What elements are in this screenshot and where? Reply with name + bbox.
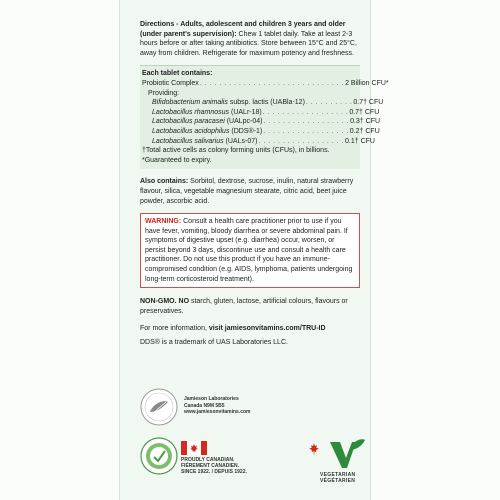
address-line-company: Jamieson Laboratories	[184, 396, 239, 402]
canadian-since: SINCE 1922. / DEPUIS 1922.	[181, 469, 247, 475]
info-paragraph	[140, 324, 360, 334]
complex-row	[142, 79, 389, 89]
footnote-expiry: *Guaranteed to expiry.	[142, 156, 212, 164]
maple-leaf-icon	[308, 443, 320, 455]
warning-box	[140, 213, 360, 288]
canadian-line-en: PROUDLY CANADIAN.	[181, 457, 235, 463]
strain-code: subsp. lactis (UABla-12)	[227, 99, 305, 107]
vegetarian-text	[320, 472, 355, 484]
proudly-canadian-text	[181, 457, 247, 475]
vegetarian-label-fr: VÉGÉTARIEN	[320, 478, 356, 484]
strain-value: 0.7† CFU	[353, 99, 384, 107]
non-gmo-label: NON-GMO.	[140, 298, 177, 306]
strain-row	[142, 137, 375, 147]
strain-row	[142, 127, 380, 137]
also-contains-label: Also contains:	[140, 178, 189, 186]
leader-dots: . . . . . . . . . .	[305, 99, 353, 107]
leader-dots: . . . . . . . . . . . . . . . . . .	[258, 137, 345, 145]
company-address	[184, 396, 251, 416]
strain-name: Lactobacillus acidophilus	[152, 127, 230, 135]
directions-paragraph	[140, 20, 360, 58]
strain-value: 0.3† CFU	[350, 118, 381, 126]
strain-name: Lactobacillus paracasei	[152, 118, 225, 126]
vegetarian-label-en: VEGETARIAN	[320, 472, 356, 478]
leader-dots: . . . . . . . . . . . . . . . . . .	[263, 127, 349, 135]
leader-dots: . . . . . . . . . . . . . . . . . . . . . . . . . . . . . .	[199, 79, 345, 87]
strain-code: (UALr-18)	[229, 108, 262, 116]
jamieson-leaf-badge-icon	[140, 388, 178, 426]
strain-code: (UALpc-04)	[224, 118, 263, 126]
complex-value: 2 Billion CFU*	[345, 79, 389, 87]
strain-row	[142, 98, 384, 108]
tablet-heading: Each tablet contains:	[142, 70, 213, 78]
warning-text: Consult a health care practitioner prior to use if you have fever, vomiting, bloody diarrhea or severe abdominal pain. If symptoms of digestive upset (e.g. diarrhea) occur, worsen, or persist beyond 3 days, discontinue use and consult a health care practitioner. Do not use this product if you have an immune-compromised condition (e.g. AIDS, lymphoma, patients undergoing long-term corticosteroid treatment).	[145, 218, 353, 283]
info-prefix: For more information,	[140, 325, 209, 333]
canadian-flag-icon	[181, 441, 207, 455]
complex-name: Probiotic Complex	[142, 79, 199, 87]
strain-value: 0.2† CFU	[349, 127, 380, 135]
strain-name: Lactobacillus rhamnosus	[152, 108, 230, 116]
warning-label: WARNING:	[145, 218, 182, 226]
strain-name: Bifidobacterium animalis	[152, 99, 228, 107]
leader-dots: . . . . . . . . . . . . . . . . . .	[262, 108, 349, 116]
footnote-cfu: †Total active cells as colony forming units (CFUs), in billions.	[142, 147, 330, 155]
strain-code: (UALs-07)	[223, 137, 258, 145]
non-gmo-paragraph	[140, 297, 360, 316]
non-gmo-text: starch, gluten, lactose, artificial colours, flavours or preservatives.	[140, 298, 348, 315]
strain-value: 0.1† CFU	[345, 137, 375, 145]
directions-body: Chew 1 tablet daily. Take at least 2-3 hours before or after taking antibiotics. Store between 15°C and 25°C, away from children. Refrigerate for maximum potency and freshness.	[140, 30, 357, 57]
info-url-link[interactable]: visit jamiesonvitamins.com/TRU-ID	[208, 325, 326, 333]
tablet-contents-box	[140, 65, 389, 169]
also-contains-text: Sorbitol, dextrose, sucrose, inulin, natural strawberry flavour, silica, vegetable magnesium stearate, citric acid, beet juice powder, ascorbic acid.	[140, 178, 354, 205]
strain-row	[142, 108, 380, 118]
vegetarian-v-leaf-icon	[326, 438, 366, 470]
address-line-web: www.jamiesonvitamins.com	[184, 409, 251, 415]
strain-name: Lactobacillus salivarius	[152, 137, 224, 145]
label-content	[140, 20, 389, 348]
directions-heading: Directions - Adults, adolescent and children 3 years and older (under parent's supervision):	[140, 21, 346, 38]
strain-value: 0.7† CFU	[349, 108, 380, 116]
logo-area	[140, 382, 372, 492]
providing-label: Providing:	[148, 89, 180, 97]
strain-row	[142, 117, 381, 127]
leader-dots: . . . . . . . . . . . . . . . . . .	[263, 118, 350, 126]
strain-code: (DDS®-1)	[229, 127, 263, 135]
trademark-note: DDS® is a trademark of UAS Laboratories LLC.	[140, 339, 288, 347]
non-gmo-no: NO	[176, 298, 190, 306]
pure-quality-badge-icon	[140, 437, 178, 475]
canadian-line-fr: FIÈREMENT CANADIEN.	[181, 463, 240, 469]
address-line-postal: Canada N9M 5B5	[184, 402, 225, 409]
also-contains-paragraph	[140, 177, 360, 206]
